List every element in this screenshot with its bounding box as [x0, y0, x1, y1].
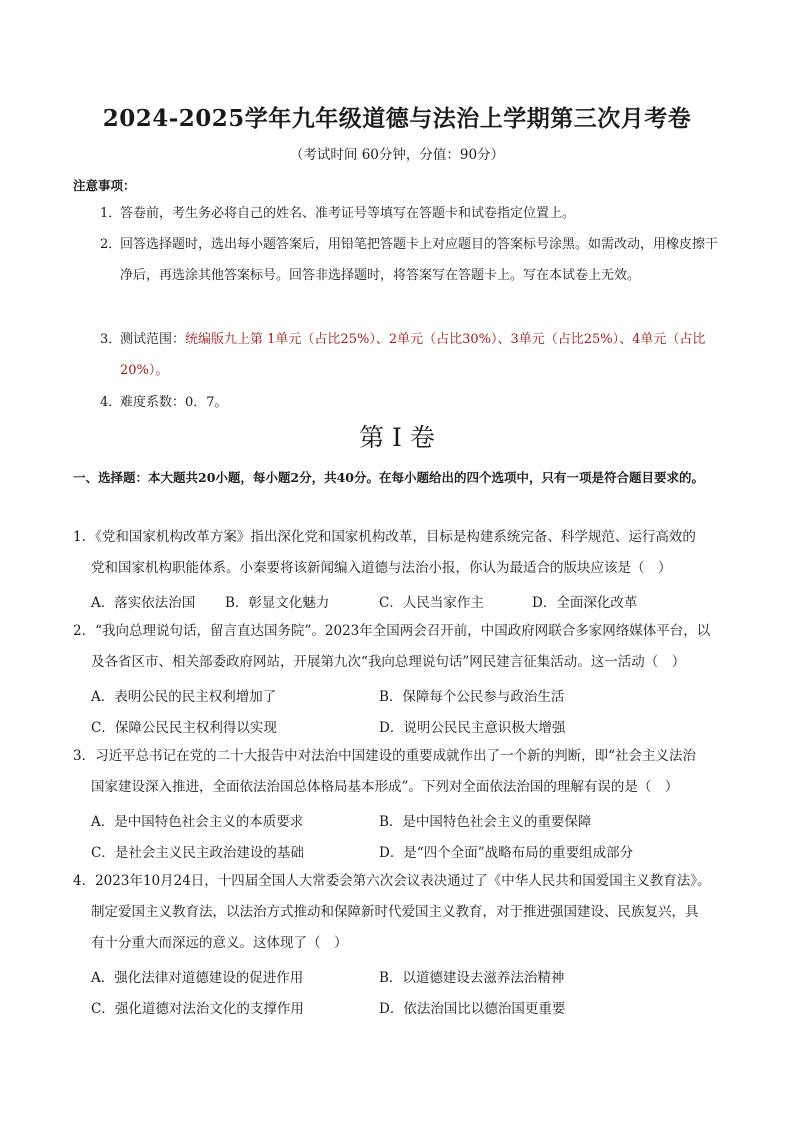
option-c[interactable]: C．强化道德对法治文化的支撑作用	[91, 1001, 304, 1017]
option-c[interactable]: C．保障公民民主权利得以实现	[91, 720, 277, 736]
question-text: 制定爱国主义教育法，以法治方式推动和保障新时代爱国主义教育，对于推进强国建设、民族复兴，具	[91, 904, 699, 920]
question	[73, 866, 733, 959]
question	[73, 522, 733, 584]
notice-item-number: 4．	[100, 395, 122, 410]
notice-item	[100, 198, 730, 229]
option-b[interactable]: B．保障每个公民参与政治生活	[379, 689, 565, 705]
section-header: 一、选择题：本大题共20小题，每小题2分，共40分。在每小题给出的四个选项中，只有一项是符合题目要求的。	[73, 470, 704, 485]
question-text: 及各省区市、相关部委政府网站，开展第九次“我向总理说句话”网民建言征集活动。这一活动（ ）	[91, 654, 686, 670]
option-d[interactable]: D．是“四个全面”战略布局的重要组成部分	[379, 845, 634, 861]
option-b[interactable]: B．以道德建设去滋养法治精神	[379, 970, 565, 986]
option-d[interactable]: D．全面深化改革	[532, 595, 638, 611]
option-d[interactable]: D．说明公民民主意识极大增强	[379, 720, 566, 736]
question-text: 党和国家机构职能体系。小秦要将该新闻编入道德与法治小报，你认为最适合的版块应该是（ ）	[91, 560, 672, 576]
option-a[interactable]: A．强化法律对道德建设的促进作用	[91, 970, 304, 986]
notice-item-prefix: 测试范围：	[120, 332, 186, 347]
notice-item	[100, 229, 730, 291]
exam-info: （考试时间 60分钟，分值：90分）	[289, 147, 505, 163]
notice-item	[100, 387, 730, 418]
option-a[interactable]: A．表明公民的民主权利增加了	[91, 689, 277, 705]
option-c[interactable]: C．人民当家作主	[379, 595, 484, 611]
question-number: 4．	[73, 873, 96, 889]
question-text: 习近平总书记在党的二十大报告中对法治中国建设的重要成就作出了一个新的判断，即“社会主义法治	[95, 748, 696, 764]
option-a[interactable]: A．落实依法治国	[91, 595, 196, 611]
notice-item-text: 回答选择题时，选出每小题答案后，用铅笔把答题卡上对应题目的答案标号涂黑。如需改动，用橡皮擦干净后，再选涂其他答案标号。回答非选择题时，将答案写在答题卡上。写在本试卷上无效。	[120, 237, 719, 283]
notice-item-number: 2．	[100, 237, 122, 252]
notice-item	[100, 324, 730, 386]
notice-item-number: 1．	[100, 206, 122, 221]
notice-item-text: 答卷前，考生务必将自己的姓名、准考证号等填写在答题卡和试卷指定位置上。	[120, 206, 576, 221]
question-text: 2023年10月24日，十四届全国人大常委会第六次会议表决通过了《中华人民共和国爱国主义教育法》。	[95, 873, 711, 889]
notice-heading: 注意事项：	[73, 178, 136, 193]
test-scope-text: 统编版九上第 1单元（占比25%）、2单元（占比30%）、3单元（占比25%）、4单元（占比20%）。	[120, 332, 706, 378]
notice-item-number: 3．	[100, 332, 122, 347]
question-number: 1．	[73, 529, 96, 545]
question-text: “我向总理说句话，留言直达国务院”。2023年全国两会召开前，中国政府网联合多家网络媒体平台，以	[95, 623, 711, 639]
question	[73, 616, 733, 678]
question-number: 2．	[73, 623, 96, 639]
option-c[interactable]: C．是社会主义民主政治建设的基础	[91, 845, 304, 861]
question-number: 3．	[73, 748, 96, 764]
question	[73, 741, 733, 803]
question-text: 有十分重大而深远的意义。这体现了（ ）	[91, 935, 348, 951]
question-text: 国家建设深入推进，全面依法治国总体格局基本形成”。下列对全面依法治国的理解有误的是（ ）	[91, 779, 679, 795]
option-d[interactable]: D．依法治国比以德治国更重要	[379, 1001, 566, 1017]
option-a[interactable]: A．是中国特色社会主义的本质要求	[91, 814, 304, 830]
page-title: 2024-2025学年九年级道德与法治上学期第三次月考卷	[102, 105, 692, 132]
notice-item-text: 难度系数：0．7。	[120, 395, 228, 410]
option-b[interactable]: B．彰显文化魅力	[225, 595, 330, 611]
question-text: 《党和国家机构改革方案》指出深化党和国家机构改革，目标是构建系统完备、科学规范、运行高效的	[95, 529, 696, 545]
volume-title: 第 I 卷	[359, 423, 435, 452]
option-b[interactable]: B．是中国特色社会主义的重要保障	[379, 814, 592, 830]
